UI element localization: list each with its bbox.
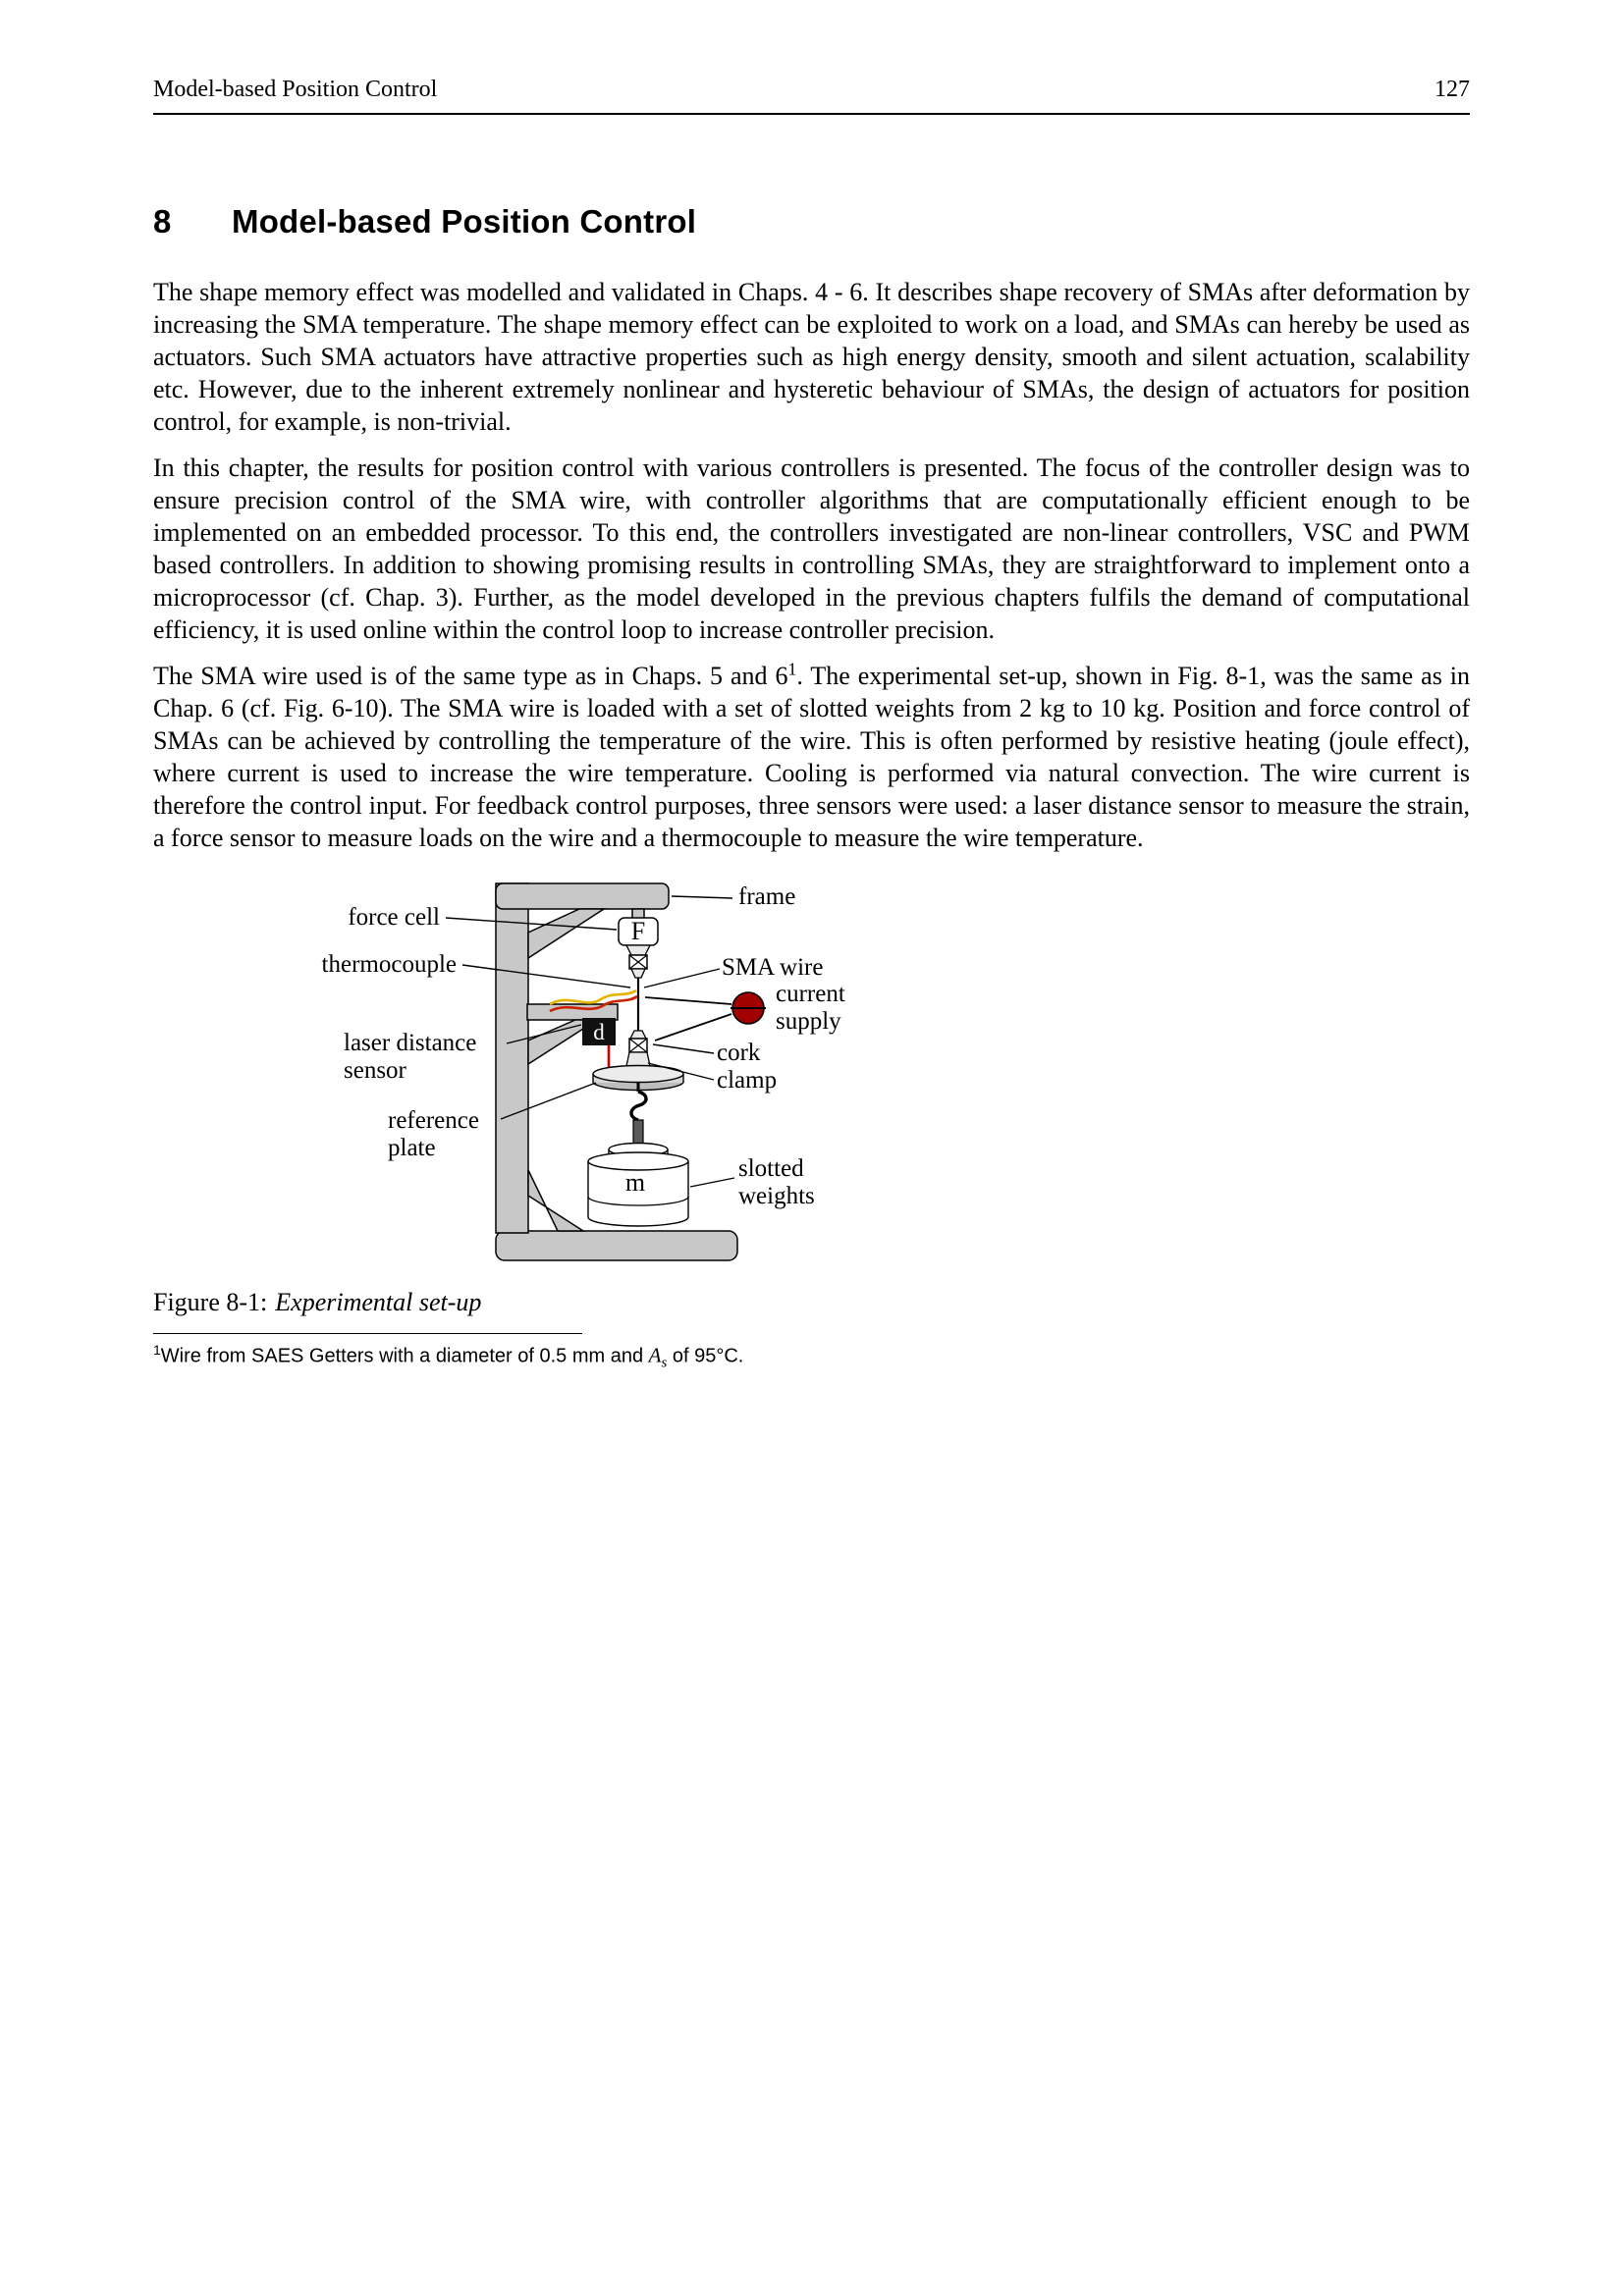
laser-sensor-label-line1: laser distance [344,1030,477,1056]
figure-caption [153,1288,1470,1317]
chapter-title: Model-based Position Control [232,203,697,240]
paragraph-2: In this chapter, the results for position control with various controllers is presented. The focus of the controller design was to ensure precision control of the SMA wire, with controller algorithms that are computationally efficient enough to be implemented on an embedded processor. To this end, the controllers investigated are non-linear controllers, VSC and PWM based controllers. In addition to showing promising results in controlling SMAs, they are straightforward to implement onto a microprocessor (cf. Chap. 3). Further, as the model developed in the previous chapters fulfils the demand of computational efficiency, it is used online within the control loop to increase controller precision. [153,454,1470,644]
reference-plate-label-line2: plate [388,1135,436,1161]
upper-clamp [626,945,650,955]
pointer-line [653,1044,714,1053]
footnote [153,1333,1470,1372]
variable-As: A [648,1343,662,1367]
slotted-weights-label-line2: weights [738,1183,815,1209]
frame-base [496,1231,737,1260]
cork-clamp [630,1031,646,1039]
pointer-line [690,1178,734,1187]
pointer-line [644,969,720,988]
body-text [153,276,1470,854]
sma-wire-label: SMA wire [722,954,824,981]
mass-symbol: m [624,1168,646,1197]
current-supply-label-line1: current [776,981,845,1007]
footnote-marker: 1 [153,1342,161,1358]
figure-caption-text: Experimental set-up [275,1288,482,1316]
pointer-line [462,965,630,988]
reference-plate-label-line1: reference [388,1107,479,1134]
footnote-text: $^1$Wire from SAES Getters with a diameter of 0.5 mm and $A_s$ of 95°C. [153,1342,744,1371]
laser-sensor-label-line2: sensor [344,1057,406,1084]
paragraph-1: The shape memory effect was modelled and validated in Chaps. 4 - 6. It describes shape recovery of SMAs after deformation by increasing the SMA temperature. The shape memory effect can be exploited to work on a load, and SMAs can hereby be used as actuators. Such SMA actuators have attractive properties such as high energy density, smooth and silent actuation, scalability etc. However, due to the inherent extremely nonlinear and hysteretic behaviour of SMAs, the design of actuators for position control, for example, is non-trivial. [153,278,1470,436]
force-cell-label: force cell [348,904,440,931]
frame-beam [496,883,669,909]
frame-brace-top [528,909,604,958]
frame-label: frame [738,883,796,910]
pointer-line [672,896,732,898]
hook-icon [631,1092,646,1120]
current-supply-label-line2: supply [776,1008,841,1035]
current-lead-bottom [655,1014,731,1041]
figure-caption-label: Figure 8-1: [153,1288,268,1316]
chapter-heading [153,203,1470,240]
running-title: Model-based Position Control [153,77,438,102]
thermocouple-wire-yellow [550,990,636,1004]
cork-clamp-label-line1: cork [717,1040,761,1066]
frame-column [496,883,528,1233]
running-header [153,77,1470,115]
figure-diagram [153,876,1470,1268]
pointer-line [446,918,617,930]
paragraph-3: The SMA wire used is of the same type as in Chaps. 5 and $6^1$. The experimental set-up, shown in Fig. 8-1, was the same as in Chap. 6 (cf. Fig. 6-10). The SMA wire is loaded with a set of slotted weights from 2 kg to 10 kg. Position and force control of SMAs can be achieved by controlling the temperature of the wire. This is often performed by resistive heating (joule effect), where current is used to increase the wire temperature. Cooling is performed via natural convection. The wire current is therefore the control input. For feedback control purposes, three sensors were used: a laser distance sensor to measure the strain, a force sensor to measure loads on the wire and a thermocouple to measure the wire temperature. [153,659,1470,852]
footnote-reference: 1 [787,659,797,679]
cork-clamp-label-line2: clamp [717,1067,778,1094]
distance-symbol: d [593,1020,605,1044]
current-lead-top [645,997,731,1004]
frame-brace-bottom [528,1170,583,1231]
thermocouple-label: thermocouple [321,951,457,978]
experimental-setup-figure [153,876,1470,1317]
force-symbol: F [630,917,646,945]
page-number: 127 [1435,77,1470,102]
chapter-number: 8 [153,203,172,240]
slotted-weights-label-line1: slotted [738,1155,804,1182]
